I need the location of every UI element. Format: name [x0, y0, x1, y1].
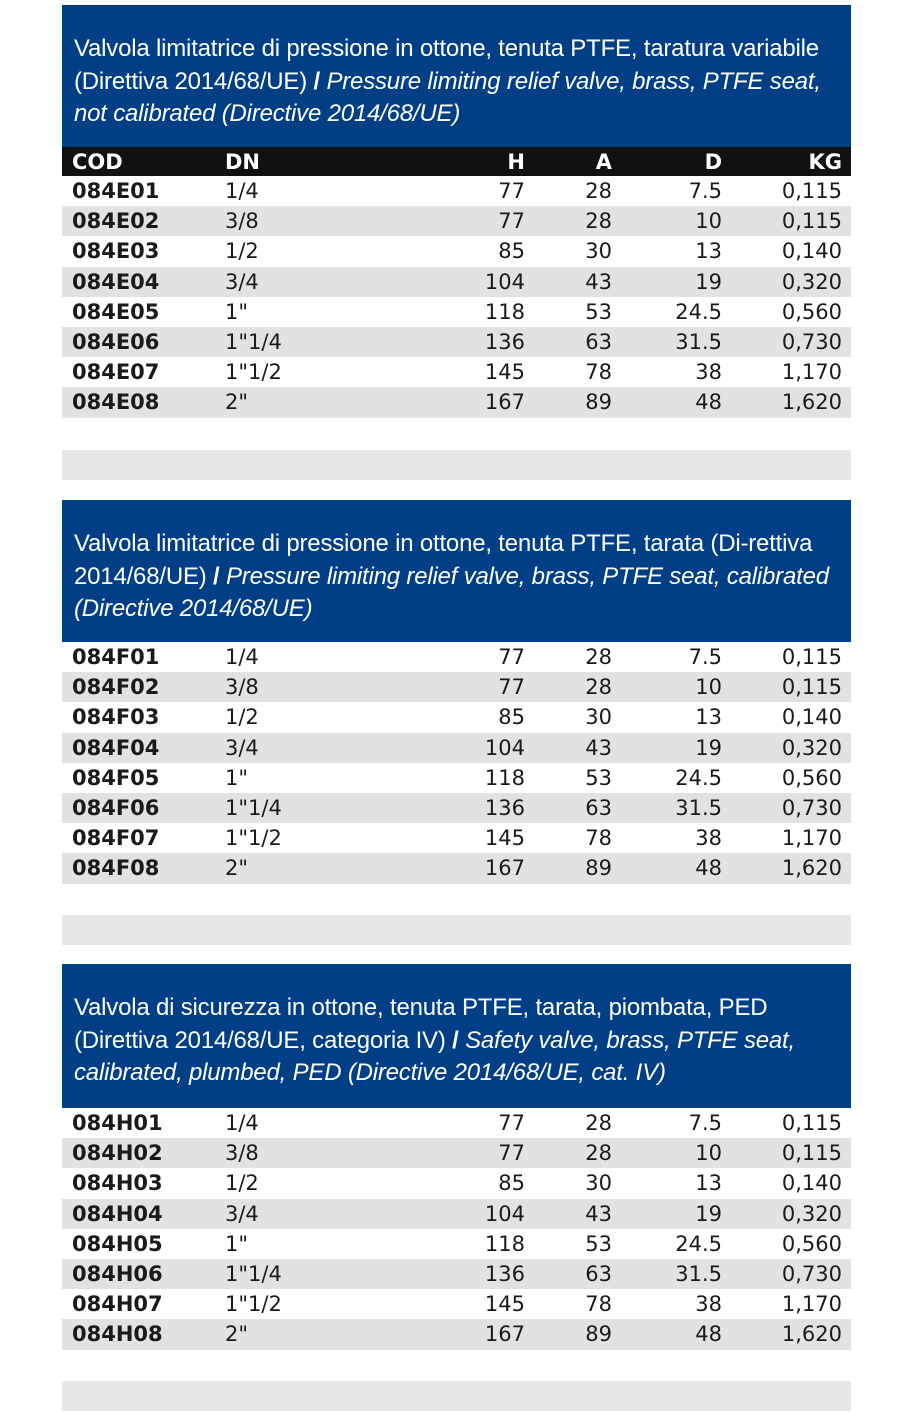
cell-dn: 1/4: [225, 645, 259, 670]
cell-cod: 084H08: [62, 1319, 225, 1349]
cell-kg: 1,170: [781, 826, 842, 851]
cell-cod: 084F03: [72, 705, 160, 730]
header-dn: DN: [225, 147, 415, 176]
cell-h: 167: [415, 387, 525, 417]
table-row: [62, 357, 851, 387]
table-row: [62, 702, 851, 732]
cell-cod: 084H07: [72, 1292, 163, 1317]
cell-dn: 3/8: [225, 206, 415, 236]
cell-h: 136: [415, 1259, 525, 1289]
cell-d: 38: [695, 826, 722, 851]
cell-cod: 084F04: [62, 733, 225, 763]
table-row: [62, 1229, 851, 1259]
cell-cod: 084F07: [72, 826, 160, 851]
title-italian: Valvola limitatrice di pressione in ottone, tenuta PTFE, taratura variabile (Direttiva 2014/68/UE): [74, 35, 819, 95]
table-row: [62, 1168, 851, 1198]
cell-kg: 0,730: [737, 1259, 851, 1289]
cell-cod: 084F01: [72, 645, 160, 670]
cell-a: 89: [525, 853, 631, 883]
section-spacer: [62, 915, 851, 945]
table-body: [62, 176, 851, 418]
cell-d: 31.5: [631, 327, 737, 357]
cell-d: 48: [631, 853, 737, 883]
cell-a: 43: [525, 733, 631, 763]
cell-kg: 0,730: [737, 793, 851, 823]
cell-d: 31.5: [631, 1259, 737, 1289]
cell-kg: 0,560: [781, 1231, 842, 1256]
cell-a: 63: [525, 793, 631, 823]
cell-cod: 084F08: [62, 853, 225, 883]
cell-dn: 1": [225, 765, 249, 790]
cell-d: 24.5: [675, 765, 722, 790]
cell-kg: 0,320: [737, 267, 851, 297]
cell-kg: 0,115: [737, 206, 851, 236]
title-english: Safety valve, brass, PTFE seat, calibrated, plumbed, PED (Directive 2014/68/UE, cat. IV): [74, 1026, 795, 1086]
cell-dn: 3/4: [225, 267, 415, 297]
cell-d: 10: [631, 1138, 737, 1168]
title-english: Pressure limiting relief valve, brass, PTFE seat, not calibrated (Directive 2014/68/UE): [74, 67, 821, 127]
cell-d: 13: [695, 1171, 722, 1196]
cell-a: 43: [525, 1199, 631, 1229]
cell-kg: 0,140: [781, 1171, 842, 1196]
cell-kg: 0,560: [781, 299, 842, 324]
cell-a: 53: [585, 299, 612, 324]
title-separator: /: [206, 562, 226, 590]
cell-d: 24.5: [675, 299, 722, 324]
cell-cod: 084F06: [62, 793, 225, 823]
cell-a: 53: [585, 1231, 612, 1256]
cell-cod: 084E08: [62, 387, 225, 417]
cell-d: 13: [695, 239, 722, 264]
header-h: H: [415, 147, 525, 176]
cell-dn: 2": [225, 387, 415, 417]
cell-d: 10: [631, 206, 737, 236]
cell-h: 167: [415, 853, 525, 883]
cell-h: 145: [484, 826, 525, 851]
cell-cod: 084E02: [62, 206, 225, 236]
title-italian: Valvola di sicurezza in ottone, tenuta PTFE, tarata, piombata, PED (Direttiva 2014/68/UE, categoria IV): [74, 994, 768, 1054]
header-a: A: [525, 147, 631, 176]
cell-dn: 2": [225, 1319, 415, 1349]
table-row: [62, 236, 851, 266]
cell-a: 63: [525, 327, 631, 357]
cell-kg: 0,115: [737, 1138, 851, 1168]
cell-a: 28: [525, 672, 631, 702]
cell-a: 89: [525, 387, 631, 417]
title-italian: Valvola limitatrice di pressione in ottone, tenuta PTFE, tarata (Di-rettiva 2014/68/UE): [74, 530, 813, 590]
cell-kg: 0,115: [737, 672, 851, 702]
cell-a: 78: [585, 1292, 612, 1317]
table-row: [62, 1108, 851, 1138]
product-table: [62, 1108, 851, 1350]
section-title-banner: [62, 964, 851, 1108]
cell-h: 77: [498, 1111, 525, 1136]
title-english: Pressure limiting relief valve, brass, PTFE seat, calibrated (Directive 2014/68/UE): [74, 562, 829, 622]
cell-dn: 3/4: [225, 733, 415, 763]
table-row: [62, 206, 851, 236]
table-row: [62, 853, 851, 883]
cell-cod: 084E06: [62, 327, 225, 357]
cell-h: 118: [484, 299, 525, 324]
cell-dn: 1"1/4: [225, 1259, 415, 1289]
cell-cod: 084F02: [62, 672, 225, 702]
table-body: [62, 1108, 851, 1350]
cell-dn: 1"1/2: [225, 360, 282, 385]
cell-a: 78: [585, 826, 612, 851]
cell-a: 53: [585, 765, 612, 790]
cell-h: 145: [484, 360, 525, 385]
cell-d: 48: [631, 387, 737, 417]
cell-h: 85: [498, 239, 525, 264]
cell-cod: 084H06: [62, 1259, 225, 1289]
section-spacer: [62, 1381, 851, 1411]
product-table: [62, 642, 851, 884]
cell-a: 43: [525, 267, 631, 297]
header-kg: KG: [737, 147, 851, 176]
cell-a: 28: [585, 1111, 612, 1136]
cell-d: 7.5: [688, 1111, 722, 1136]
cell-dn: 2": [225, 853, 415, 883]
cell-d: 38: [695, 360, 722, 385]
cell-dn: 1/2: [225, 1171, 259, 1196]
cell-d: 48: [631, 1319, 737, 1349]
cell-h: 145: [484, 1292, 525, 1317]
cell-kg: 1,170: [781, 360, 842, 385]
section-title-banner: [62, 500, 851, 642]
table-row: [62, 1138, 851, 1168]
cell-cod: 084E07: [72, 360, 160, 385]
header-cod: COD: [62, 147, 225, 176]
cell-a: 78: [585, 360, 612, 385]
cell-d: 7.5: [688, 645, 722, 670]
table-row: [62, 793, 851, 823]
cell-kg: 1,620: [737, 387, 851, 417]
cell-cod: 084H05: [72, 1231, 163, 1256]
cell-kg: 0,115: [781, 1111, 842, 1136]
cell-cod: 084H03: [72, 1171, 163, 1196]
cell-cod: 084E03: [72, 239, 160, 264]
cell-h: 77: [415, 206, 525, 236]
cell-dn: 1"1/2: [225, 1292, 282, 1317]
cell-h: 77: [498, 645, 525, 670]
table-row: [62, 642, 851, 672]
cell-dn: 1"1/4: [225, 793, 415, 823]
title-separator: /: [445, 1026, 466, 1054]
cell-dn: 1/2: [225, 239, 259, 264]
table-row: [62, 672, 851, 702]
cell-dn: 3/4: [225, 1199, 415, 1229]
cell-cod: 084H04: [62, 1199, 225, 1229]
table-row: [62, 823, 851, 853]
cell-kg: 0,140: [781, 705, 842, 730]
cell-h: 104: [415, 267, 525, 297]
table-row: [62, 176, 851, 206]
cell-dn: 1"1/4: [225, 327, 415, 357]
cell-kg: 0,320: [737, 1199, 851, 1229]
cell-kg: 0,730: [737, 327, 851, 357]
cell-kg: 0,140: [781, 239, 842, 264]
cell-kg: 1,620: [737, 853, 851, 883]
section-title-banner: [62, 5, 851, 147]
product-table: [62, 147, 851, 418]
cell-cod: 084E04: [62, 267, 225, 297]
cell-kg: 0,115: [781, 179, 842, 204]
cell-h: 77: [415, 1138, 525, 1168]
cell-d: 13: [695, 705, 722, 730]
cell-dn: 1/4: [225, 179, 259, 204]
cell-h: 77: [415, 672, 525, 702]
cell-d: 19: [631, 733, 737, 763]
cell-a: 89: [525, 1319, 631, 1349]
cell-dn: 3/8: [225, 672, 415, 702]
cell-h: 85: [498, 1171, 525, 1196]
cell-h: 136: [415, 793, 525, 823]
product-section-1: [62, 5, 851, 418]
table-row: [62, 1319, 851, 1349]
cell-d: 10: [631, 672, 737, 702]
cell-d: 24.5: [675, 1231, 722, 1256]
cell-d: 19: [631, 267, 737, 297]
cell-d: 38: [695, 1292, 722, 1317]
table-row: [62, 1199, 851, 1229]
cell-dn: 1"1/2: [225, 826, 282, 851]
table-row: [62, 327, 851, 357]
cell-h: 85: [498, 705, 525, 730]
table-row: [62, 387, 851, 417]
cell-a: 30: [585, 705, 612, 730]
cell-kg: 1,170: [781, 1292, 842, 1317]
cell-h: 77: [498, 179, 525, 204]
cell-a: 28: [525, 1138, 631, 1168]
table-body: [62, 642, 851, 884]
cell-a: 28: [585, 645, 612, 670]
section-spacer: [62, 450, 851, 480]
cell-kg: 1,620: [737, 1319, 851, 1349]
cell-cod: 084H02: [62, 1138, 225, 1168]
table-row: [62, 733, 851, 763]
table-row: [62, 1259, 851, 1289]
cell-h: 118: [484, 765, 525, 790]
cell-dn: 3/8: [225, 1138, 415, 1168]
cell-h: 104: [415, 733, 525, 763]
cell-a: 63: [525, 1259, 631, 1289]
cell-h: 104: [415, 1199, 525, 1229]
cell-dn: 1/4: [225, 1111, 259, 1136]
cell-a: 30: [585, 239, 612, 264]
cell-cod: 084E05: [72, 299, 160, 324]
cell-d: 31.5: [631, 793, 737, 823]
product-section-2: [62, 500, 851, 884]
cell-a: 28: [585, 179, 612, 204]
cell-cod: 084E01: [72, 179, 160, 204]
cell-cod: 084F05: [72, 765, 160, 790]
cell-kg: 0,115: [781, 645, 842, 670]
title-separator: /: [307, 67, 327, 95]
cell-kg: 0,560: [781, 765, 842, 790]
table-row: [62, 1289, 851, 1319]
cell-d: 7.5: [688, 179, 722, 204]
cell-a: 30: [585, 1171, 612, 1196]
cell-kg: 0,320: [737, 733, 851, 763]
cell-d: 19: [631, 1199, 737, 1229]
cell-h: 136: [415, 327, 525, 357]
cell-dn: 1": [225, 299, 249, 324]
table-header-row: [62, 147, 851, 176]
cell-cod: 084H01: [72, 1111, 163, 1136]
header-d: D: [631, 147, 737, 176]
product-section-3: [62, 964, 851, 1350]
cell-h: 118: [484, 1231, 525, 1256]
table-row: [62, 297, 851, 327]
cell-h: 167: [415, 1319, 525, 1349]
cell-dn: 1": [225, 1231, 249, 1256]
table-row: [62, 267, 851, 297]
cell-a: 28: [525, 206, 631, 236]
cell-dn: 1/2: [225, 705, 259, 730]
table-row: [62, 763, 851, 793]
